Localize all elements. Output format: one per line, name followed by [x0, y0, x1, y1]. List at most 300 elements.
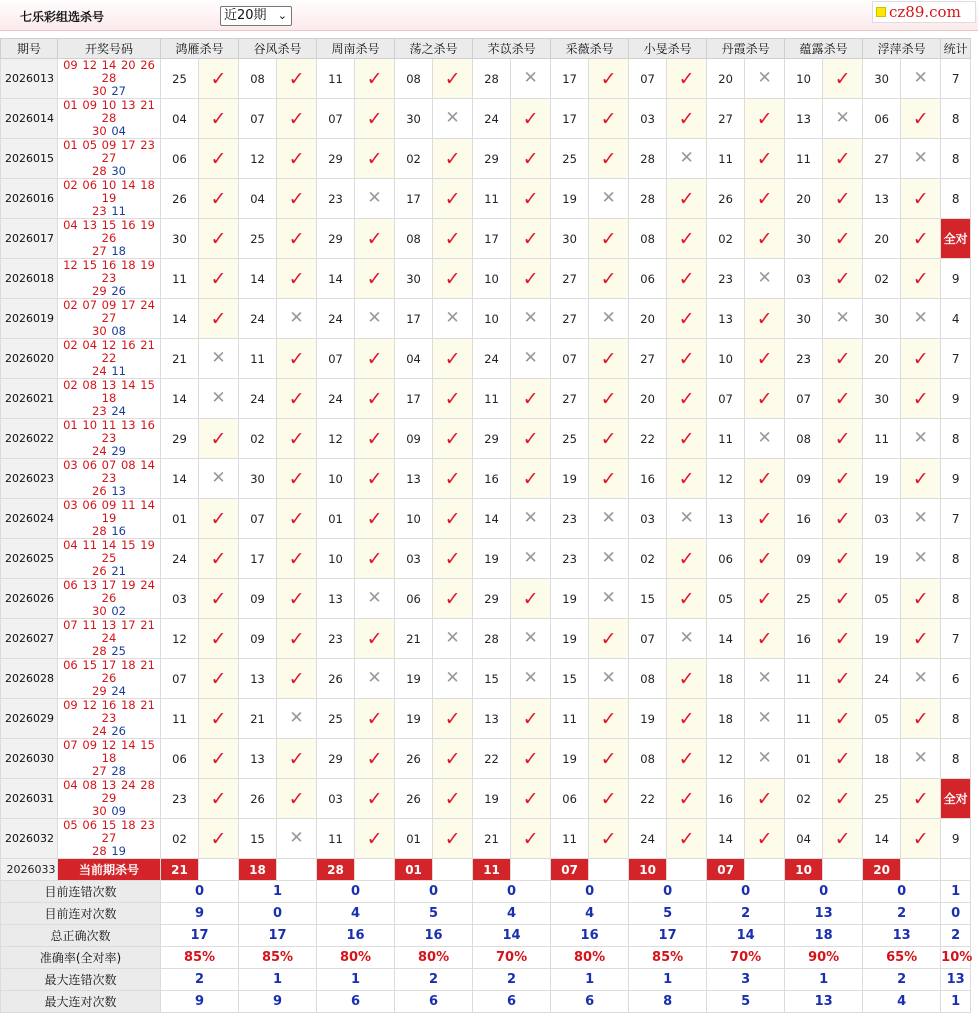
row-period: 2026025 [1, 539, 58, 579]
summary-value: 16 [551, 925, 629, 947]
kill-result [277, 99, 317, 139]
draw-special-number: 26 [111, 284, 126, 298]
kill-result [823, 539, 863, 579]
kill-number: 17 [395, 379, 433, 419]
cross-icon: ✕ [679, 628, 694, 648]
kill-result [277, 339, 317, 379]
kill-number: 02 [785, 779, 823, 819]
draw-last-number: 30 [92, 804, 107, 818]
kill-number: 11 [551, 699, 589, 739]
kill-result [433, 659, 473, 699]
current-kill-number: 18 [239, 859, 277, 881]
kill-number: 08 [395, 59, 433, 99]
kill-number: 11 [473, 379, 511, 419]
summary-label: 目前连对次数 [1, 903, 161, 925]
kill-result [277, 459, 317, 499]
kill-number: 18 [707, 699, 745, 739]
row-draw-numbers [58, 419, 161, 459]
kill-number: 19 [551, 179, 589, 219]
row-period: 2026017 [1, 219, 58, 259]
check-icon: ✓ [210, 707, 227, 730]
cross-icon: ✕ [211, 348, 226, 368]
summary-value: 8 [629, 991, 707, 1013]
kill-result [745, 179, 785, 219]
kill-number: 14 [863, 819, 901, 859]
kill-result [511, 339, 551, 379]
kill-number: 15 [629, 579, 667, 619]
kill-result [589, 99, 629, 139]
check-icon: ✓ [834, 267, 851, 290]
check-icon: ✓ [912, 227, 929, 250]
row-stat: 8 [941, 419, 971, 459]
kill-number: 14 [707, 819, 745, 859]
row-period: 2026029 [1, 699, 58, 739]
kill-number: 01 [161, 499, 199, 539]
check-icon: ✓ [210, 827, 227, 850]
kill-number: 12 [707, 739, 745, 779]
kill-result [277, 779, 317, 819]
check-icon: ✓ [366, 747, 383, 770]
table-row [1, 139, 971, 179]
draw-main-numbers: 06 15 17 18 21 26 [63, 658, 155, 685]
draw-special-number: 13 [111, 484, 126, 498]
kill-result [199, 819, 239, 859]
check-icon: ✓ [834, 67, 851, 90]
kill-result [277, 739, 317, 779]
row-period: 2026019 [1, 299, 58, 339]
check-icon: ✓ [600, 787, 617, 810]
current-kill-blank [433, 859, 473, 881]
cross-icon: ✕ [913, 308, 928, 328]
current-kill-number: 28 [317, 859, 355, 881]
draw-main-numbers: 09 12 16 18 21 23 [63, 698, 155, 725]
kill-number: 24 [473, 339, 511, 379]
kill-number: 27 [707, 99, 745, 139]
header-expert-0[interactable]: 鸿雁杀号 [161, 39, 239, 59]
period-range-select[interactable] [220, 6, 292, 26]
check-icon: ✓ [756, 507, 773, 530]
summary-value: 4 [551, 903, 629, 925]
summary-value: 13 [863, 925, 941, 947]
kill-number: 11 [161, 699, 199, 739]
kill-number: 22 [629, 419, 667, 459]
kill-number: 02 [161, 819, 199, 859]
kill-number: 18 [863, 739, 901, 779]
check-icon: ✓ [366, 427, 383, 450]
kill-number: 07 [317, 99, 355, 139]
check-icon: ✓ [756, 227, 773, 250]
kill-result [355, 459, 395, 499]
header-expert-9[interactable]: 浮萍杀号 [863, 39, 941, 59]
cross-icon: ✕ [367, 308, 382, 328]
cross-icon: ✕ [211, 468, 226, 488]
kill-number: 19 [629, 699, 667, 739]
check-icon: ✓ [444, 787, 461, 810]
kill-result [745, 739, 785, 779]
summary-value: 0 [551, 881, 629, 903]
kill-result [823, 739, 863, 779]
check-icon: ✓ [912, 587, 929, 610]
row-period: 2026032 [1, 819, 58, 859]
kill-number: 06 [629, 259, 667, 299]
row-period: 2026026 [1, 579, 58, 619]
kill-number: 13 [707, 499, 745, 539]
check-icon: ✓ [210, 587, 227, 610]
kill-result [199, 299, 239, 339]
current-period: 2026033 [1, 859, 58, 881]
check-icon: ✓ [522, 427, 539, 450]
kill-number: 11 [785, 659, 823, 699]
summary-label: 最大连对次数 [1, 991, 161, 1013]
kill-result [433, 99, 473, 139]
check-icon: ✓ [210, 67, 227, 90]
kill-result [277, 659, 317, 699]
draw-last-number: 27 [92, 764, 107, 778]
check-icon: ✓ [522, 187, 539, 210]
kill-number: 11 [707, 139, 745, 179]
check-icon: ✓ [834, 147, 851, 170]
brand-text: cz89.com [889, 3, 961, 21]
kill-result [511, 619, 551, 659]
check-icon: ✓ [912, 707, 929, 730]
header-expert-5[interactable]: 采薇杀号 [551, 39, 629, 59]
row-draw-numbers [58, 299, 161, 339]
check-icon: ✓ [678, 267, 695, 290]
check-icon: ✓ [600, 427, 617, 450]
kill-result [667, 379, 707, 419]
table-row [1, 579, 971, 619]
kill-result [823, 139, 863, 179]
kill-number: 20 [629, 379, 667, 419]
draw-special-number: 04 [111, 124, 126, 138]
summary-value: 2 [863, 969, 941, 991]
kill-number: 11 [239, 339, 277, 379]
kill-result [589, 659, 629, 699]
kill-result [355, 379, 395, 419]
kill-number: 25 [317, 699, 355, 739]
header-draw-numbers: 开奖号码 [58, 39, 161, 59]
kill-result [199, 539, 239, 579]
kill-number: 06 [161, 139, 199, 179]
current-kill-blank [667, 859, 707, 881]
check-icon: ✓ [522, 787, 539, 810]
kill-result [589, 739, 629, 779]
current-kill-blank [745, 859, 785, 881]
check-icon: ✓ [444, 587, 461, 610]
kill-number: 22 [629, 779, 667, 819]
draw-last-number: 28 [92, 524, 107, 538]
draw-special-number: 28 [111, 764, 126, 778]
kill-number: 06 [395, 579, 433, 619]
kill-number: 23 [551, 539, 589, 579]
cross-icon: ✕ [601, 508, 616, 528]
draw-line-two [60, 485, 158, 498]
kill-number: 06 [551, 779, 589, 819]
kill-result [511, 419, 551, 459]
row-stat: 7 [941, 499, 971, 539]
cross-icon: ✕ [523, 308, 538, 328]
row-period: 2026016 [1, 179, 58, 219]
check-icon: ✓ [678, 547, 695, 570]
logo-square-icon [876, 7, 886, 17]
kill-number: 27 [863, 139, 901, 179]
kill-result [901, 459, 941, 499]
row-stat: 8 [941, 739, 971, 779]
check-icon: ✓ [444, 267, 461, 290]
kill-result [589, 699, 629, 739]
kill-result [823, 339, 863, 379]
check-icon: ✓ [210, 227, 227, 250]
check-icon: ✓ [366, 787, 383, 810]
check-icon: ✓ [912, 787, 929, 810]
draw-line-two [60, 325, 158, 338]
check-icon: ✓ [288, 547, 305, 570]
cross-icon: ✕ [835, 308, 850, 328]
check-icon: ✓ [678, 707, 695, 730]
summary-label: 最大连错次数 [1, 969, 161, 991]
kill-number: 05 [863, 699, 901, 739]
header-expert-8[interactable]: 蕴露杀号 [785, 39, 863, 59]
kill-result [667, 659, 707, 699]
kill-result [355, 99, 395, 139]
draw-line-two [60, 125, 158, 138]
kill-number: 04 [395, 339, 433, 379]
check-icon: ✓ [366, 227, 383, 250]
kill-number: 03 [629, 499, 667, 539]
draw-main-numbers: 02 07 09 17 24 27 [63, 298, 155, 325]
summary-row [1, 969, 971, 991]
row-draw-numbers [58, 739, 161, 779]
summary-value: 0 [707, 881, 785, 903]
row-stat: 8 [941, 579, 971, 619]
kill-number: 24 [317, 299, 355, 339]
kill-result [433, 779, 473, 819]
header-expert-3[interactable]: 荡之杀号 [395, 39, 473, 59]
row-draw-numbers [58, 619, 161, 659]
kill-result [199, 139, 239, 179]
kill-number: 21 [239, 699, 277, 739]
kill-number: 13 [239, 739, 277, 779]
check-icon: ✓ [288, 787, 305, 810]
check-icon: ✓ [288, 387, 305, 410]
draw-last-number: 26 [92, 564, 107, 578]
kill-result [277, 619, 317, 659]
kill-number: 29 [473, 579, 511, 619]
cross-icon: ✕ [835, 108, 850, 128]
kill-number: 05 [707, 579, 745, 619]
draw-last-number: 24 [92, 364, 107, 378]
check-icon: ✓ [444, 67, 461, 90]
summary-value: 2 [473, 969, 551, 991]
table-row [1, 619, 971, 659]
check-icon: ✓ [912, 627, 929, 650]
kill-number: 27 [551, 259, 589, 299]
summary-value: 18 [785, 925, 863, 947]
cross-icon: ✕ [913, 548, 928, 568]
header-expert-1[interactable]: 谷风杀号 [239, 39, 317, 59]
kill-result [511, 579, 551, 619]
draw-main-numbers: 02 08 13 14 15 18 [63, 378, 155, 405]
row-draw-numbers [58, 379, 161, 419]
row-draw-numbers [58, 459, 161, 499]
kill-number: 17 [395, 179, 433, 219]
check-icon: ✓ [912, 387, 929, 410]
kill-number: 30 [395, 99, 433, 139]
summary-value: 13 [785, 903, 863, 925]
check-icon: ✓ [444, 547, 461, 570]
kill-number: 11 [551, 819, 589, 859]
kill-result [901, 219, 941, 259]
header-expert-6[interactable]: 小旻杀号 [629, 39, 707, 59]
check-icon: ✓ [210, 427, 227, 450]
kill-number: 08 [629, 219, 667, 259]
row-stat: 7 [941, 59, 971, 99]
header-expert-2[interactable]: 周南杀号 [317, 39, 395, 59]
kill-result [589, 379, 629, 419]
current-kill-blank [901, 859, 941, 881]
summary-value: 2 [161, 969, 239, 991]
kill-number: 30 [785, 219, 823, 259]
row-stat: 7 [941, 619, 971, 659]
current-kill-blank [823, 859, 863, 881]
kill-number: 20 [785, 179, 823, 219]
check-icon: ✓ [210, 507, 227, 530]
draw-special-number: 30 [111, 164, 126, 178]
check-icon: ✓ [366, 347, 383, 370]
kill-result [511, 219, 551, 259]
kill-number: 14 [707, 619, 745, 659]
kill-result [433, 819, 473, 859]
summary-total: 0 [941, 903, 971, 925]
summary-value: 6 [473, 991, 551, 1013]
kill-number: 14 [161, 379, 199, 419]
check-icon: ✓ [444, 387, 461, 410]
kill-result [277, 419, 317, 459]
check-icon: ✓ [756, 787, 773, 810]
check-icon: ✓ [366, 627, 383, 650]
kill-result [589, 339, 629, 379]
cross-icon: ✕ [757, 708, 772, 728]
check-icon: ✓ [366, 267, 383, 290]
kill-result [901, 379, 941, 419]
kill-result [667, 819, 707, 859]
kill-number: 26 [317, 659, 355, 699]
cross-icon: ✕ [523, 68, 538, 88]
kill-number: 28 [629, 139, 667, 179]
kill-result [901, 139, 941, 179]
kill-number: 04 [785, 819, 823, 859]
header-expert-4[interactable]: 芣苡杀号 [473, 39, 551, 59]
table-row [1, 699, 971, 739]
draw-line-two [60, 845, 158, 858]
table-row [1, 179, 971, 219]
cross-icon: ✕ [523, 348, 538, 368]
kill-number: 03 [629, 99, 667, 139]
check-icon: ✓ [210, 147, 227, 170]
table-row [1, 59, 971, 99]
kill-number: 19 [551, 579, 589, 619]
check-icon: ✓ [366, 387, 383, 410]
cross-icon: ✕ [445, 668, 460, 688]
check-icon: ✓ [444, 827, 461, 850]
kill-result [433, 579, 473, 619]
kill-number: 24 [863, 659, 901, 699]
kill-result [667, 99, 707, 139]
kill-result [823, 219, 863, 259]
cross-icon: ✕ [601, 308, 616, 328]
draw-line-two [60, 565, 158, 578]
kill-result [277, 299, 317, 339]
kill-result [433, 539, 473, 579]
check-icon: ✓ [678, 427, 695, 450]
kill-number: 08 [629, 739, 667, 779]
kill-result [511, 139, 551, 179]
summary-value: 90% [785, 947, 863, 969]
kill-number: 03 [395, 539, 433, 579]
header-expert-7[interactable]: 丹霞杀号 [707, 39, 785, 59]
kill-number: 26 [395, 739, 433, 779]
kill-number: 19 [863, 539, 901, 579]
check-icon: ✓ [834, 827, 851, 850]
kill-result [589, 219, 629, 259]
kill-result [745, 139, 785, 179]
kill-result [355, 699, 395, 739]
kill-result [199, 419, 239, 459]
kill-result [589, 459, 629, 499]
draw-line-two [60, 285, 158, 298]
kill-result [589, 819, 629, 859]
check-icon: ✓ [366, 467, 383, 490]
check-icon: ✓ [288, 227, 305, 250]
brand-logo[interactable] [872, 1, 976, 23]
kill-number: 24 [473, 99, 511, 139]
kill-number: 10 [317, 459, 355, 499]
draw-main-numbers: 01 10 11 13 16 23 [63, 418, 155, 445]
kill-result [745, 699, 785, 739]
kill-result [823, 259, 863, 299]
table-row [1, 659, 971, 699]
summary-value: 0 [785, 881, 863, 903]
kill-result [589, 499, 629, 539]
summary-value: 1 [239, 881, 317, 903]
kill-number: 17 [551, 99, 589, 139]
kill-result [901, 579, 941, 619]
check-icon: ✓ [600, 827, 617, 850]
summary-value: 16 [395, 925, 473, 947]
kill-number: 03 [317, 779, 355, 819]
kill-result [277, 699, 317, 739]
kill-result [511, 539, 551, 579]
check-icon: ✓ [366, 147, 383, 170]
kill-number: 28 [473, 619, 511, 659]
kill-result [511, 259, 551, 299]
row-period: 2026022 [1, 419, 58, 459]
page-title: 七乐彩组选杀号 [20, 10, 105, 24]
row-draw-numbers [58, 99, 161, 139]
kill-number: 24 [239, 299, 277, 339]
check-icon: ✓ [600, 67, 617, 90]
draw-main-numbers: 05 06 15 18 23 27 [63, 818, 155, 845]
kill-number: 25 [239, 219, 277, 259]
draw-last-number: 30 [92, 84, 107, 98]
draw-line-two [60, 605, 158, 618]
draw-main-numbers: 04 08 13 24 28 29 [63, 778, 155, 805]
kill-result [589, 579, 629, 619]
summary-value: 17 [239, 925, 317, 947]
kill-result [355, 59, 395, 99]
kill-number: 29 [473, 419, 511, 459]
kill-number: 19 [395, 659, 433, 699]
